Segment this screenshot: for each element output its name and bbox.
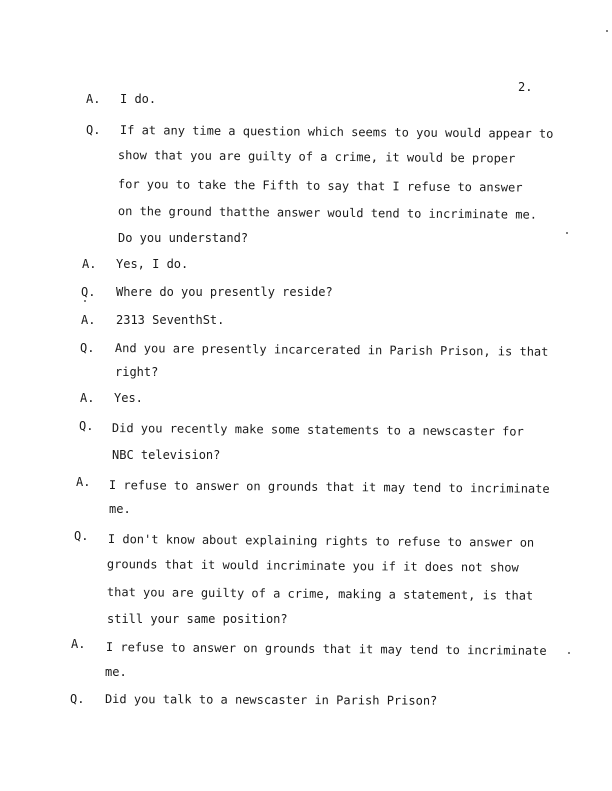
entry-line: I don't know about explaining rights to refuse to answer on [107, 532, 535, 550]
entry-line: show that you are guilty of a crime, it would be proper [117, 148, 516, 166]
entry-line: I refuse to answer on grounds that it may tend to incriminate [105, 640, 547, 658]
speaker-label: A. [82, 257, 97, 271]
speaker-label: Q. [81, 285, 96, 299]
entry-line: still your same position? [107, 612, 288, 626]
speaker-label: Q. [70, 692, 85, 706]
entry-line: If at any time a question which seems to you would appear to [119, 123, 554, 141]
entry-line: Do you understand? [118, 231, 249, 245]
entry-line: 2313 SeventhSt. [116, 313, 225, 327]
entry-line: me. [105, 665, 127, 679]
entry-line: that you are guilty of a crime, making a statement, is that [106, 585, 534, 603]
entry-line: Where do you presently reside? [116, 285, 333, 299]
page-number: 2. [518, 80, 533, 94]
speaker-label: A. [81, 313, 96, 327]
entry-line: Yes, I do. [116, 257, 189, 271]
scan-speck [566, 232, 568, 234]
entry-line: NBC television? [112, 448, 221, 462]
speaker-label: Q. [79, 419, 94, 433]
speaker-label: A. [86, 92, 101, 106]
entry-line: for you to take the Fifth to say that I refuse to answer [117, 177, 523, 195]
entry-line: me. [109, 502, 131, 516]
entry-line: Did you talk to a newscaster in Parish Prison? [104, 692, 438, 708]
entry-line: Did you recently make some statements to a newscaster for [111, 421, 524, 439]
speaker-label: A. [80, 391, 95, 405]
scan-speck [84, 300, 86, 302]
entry-line: I do. [120, 92, 157, 106]
entry-line: on the ground thatthe answer would tend to incriminate me. [117, 204, 538, 222]
speaker-label: Q. [80, 341, 95, 355]
entry-line: And you are presently incarcerated in Parish Prison, is that [114, 341, 549, 359]
scan-speck [606, 30, 608, 32]
entry-line: I refuse to answer on grounds that it may tend to incriminate [108, 478, 550, 496]
scan-speck [568, 652, 570, 654]
speaker-label: Q. [74, 529, 89, 543]
entry-line: Yes. [114, 391, 143, 405]
entry-line: grounds that it would incriminate you if it does not show [106, 557, 519, 575]
entry-line: right? [115, 365, 159, 379]
speaker-label: Q. [86, 123, 101, 137]
speaker-label: A. [71, 637, 86, 651]
speaker-label: A. [76, 475, 91, 489]
